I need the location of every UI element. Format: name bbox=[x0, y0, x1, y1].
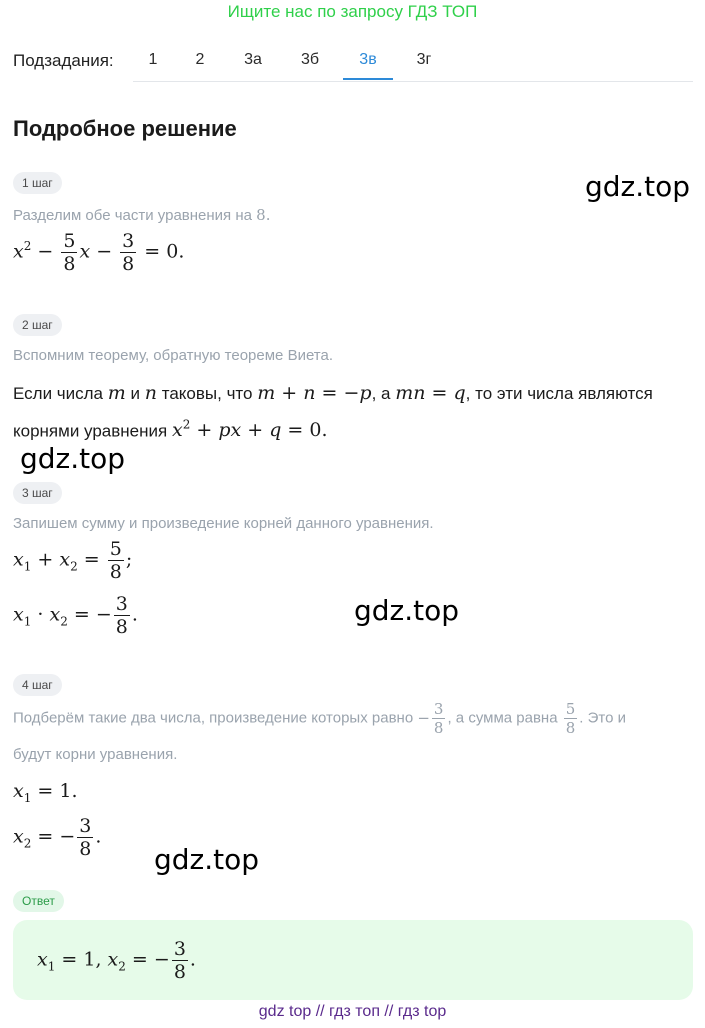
step-3-badge: 3 шаг bbox=[13, 482, 62, 504]
step-2-badge: 2 шаг bbox=[13, 314, 62, 336]
watermark: gdz.top bbox=[154, 843, 260, 876]
step-4-text-line-1: Подберём такие два числа, произведение которых равно − $\frac{3}{8}$ , а сумма равна $\frac{5}{8}$ . Это и bbox=[13, 700, 626, 737]
step-3-sum: $x_1 + x_2$ = $\frac{5}{8}$ ; bbox=[13, 538, 133, 583]
search-hint-link[interactable]: Ищите нас по запросу ГДЗ ТОП bbox=[227, 2, 478, 21]
step-2-theorem-line-2: корнями уравнения $x^2$ + px + q = 0. bbox=[13, 418, 328, 442]
step-4-root-1: $x_1 = 1$. bbox=[13, 780, 78, 805]
tab-2[interactable]: 2 bbox=[195, 51, 205, 68]
tab-3g[interactable]: 3г bbox=[416, 51, 432, 68]
tab-3v[interactable]: 3в bbox=[359, 51, 377, 68]
page-title: Подробное решение bbox=[13, 116, 237, 141]
step-2-text: Вспомним теорему, обратную теореме Виета. bbox=[13, 347, 334, 364]
watermark: gdz.top bbox=[20, 442, 126, 475]
footer-links[interactable]: gdz top // гдз топ // гдз top bbox=[258, 1003, 447, 1020]
subtasks-tabs bbox=[133, 43, 693, 82]
answer-equation: $x_1 = 1$, $x_2$ = − $\frac{3}{8}$ . bbox=[37, 938, 196, 983]
subtasks-label: Подзадания: bbox=[13, 51, 114, 70]
step-2-theorem-line-1: Если числа m и n таковы, что m + n = −p, а mn = q, то эти числа являются bbox=[13, 382, 653, 404]
tab-1[interactable]: 1 bbox=[148, 51, 158, 68]
tab-3a[interactable]: 3а bbox=[244, 51, 262, 68]
answer-box bbox=[13, 920, 693, 1000]
step-1-badge: 1 шаг bbox=[13, 172, 62, 194]
watermark: gdz.top bbox=[354, 594, 460, 627]
step-3-text: Запишем сумму и произведение корней данного уравнения. bbox=[13, 515, 434, 532]
watermark: gdz.top bbox=[585, 170, 691, 203]
step-1-text: Разделим обе части уравнения на 8. bbox=[13, 206, 271, 224]
active-tab-indicator bbox=[343, 78, 393, 80]
tab-3b[interactable]: 3б bbox=[300, 51, 320, 68]
step-4-root-2: $x_2$ = − $\frac{3}{8}$ . bbox=[13, 815, 102, 860]
step-1-equation: $x^2$ − $\frac{5}{8}$ x − $\frac{3}{8}$ = 0. bbox=[13, 230, 185, 275]
step-4-badge: 4 шаг bbox=[13, 674, 62, 696]
step-4-text-line-2: будут корни уравнения. bbox=[13, 746, 178, 763]
answer-badge: Ответ bbox=[13, 890, 64, 912]
step-3-product: $x_1 \cdot x_2$ = − $\frac{3}{8}$ . bbox=[13, 593, 138, 638]
